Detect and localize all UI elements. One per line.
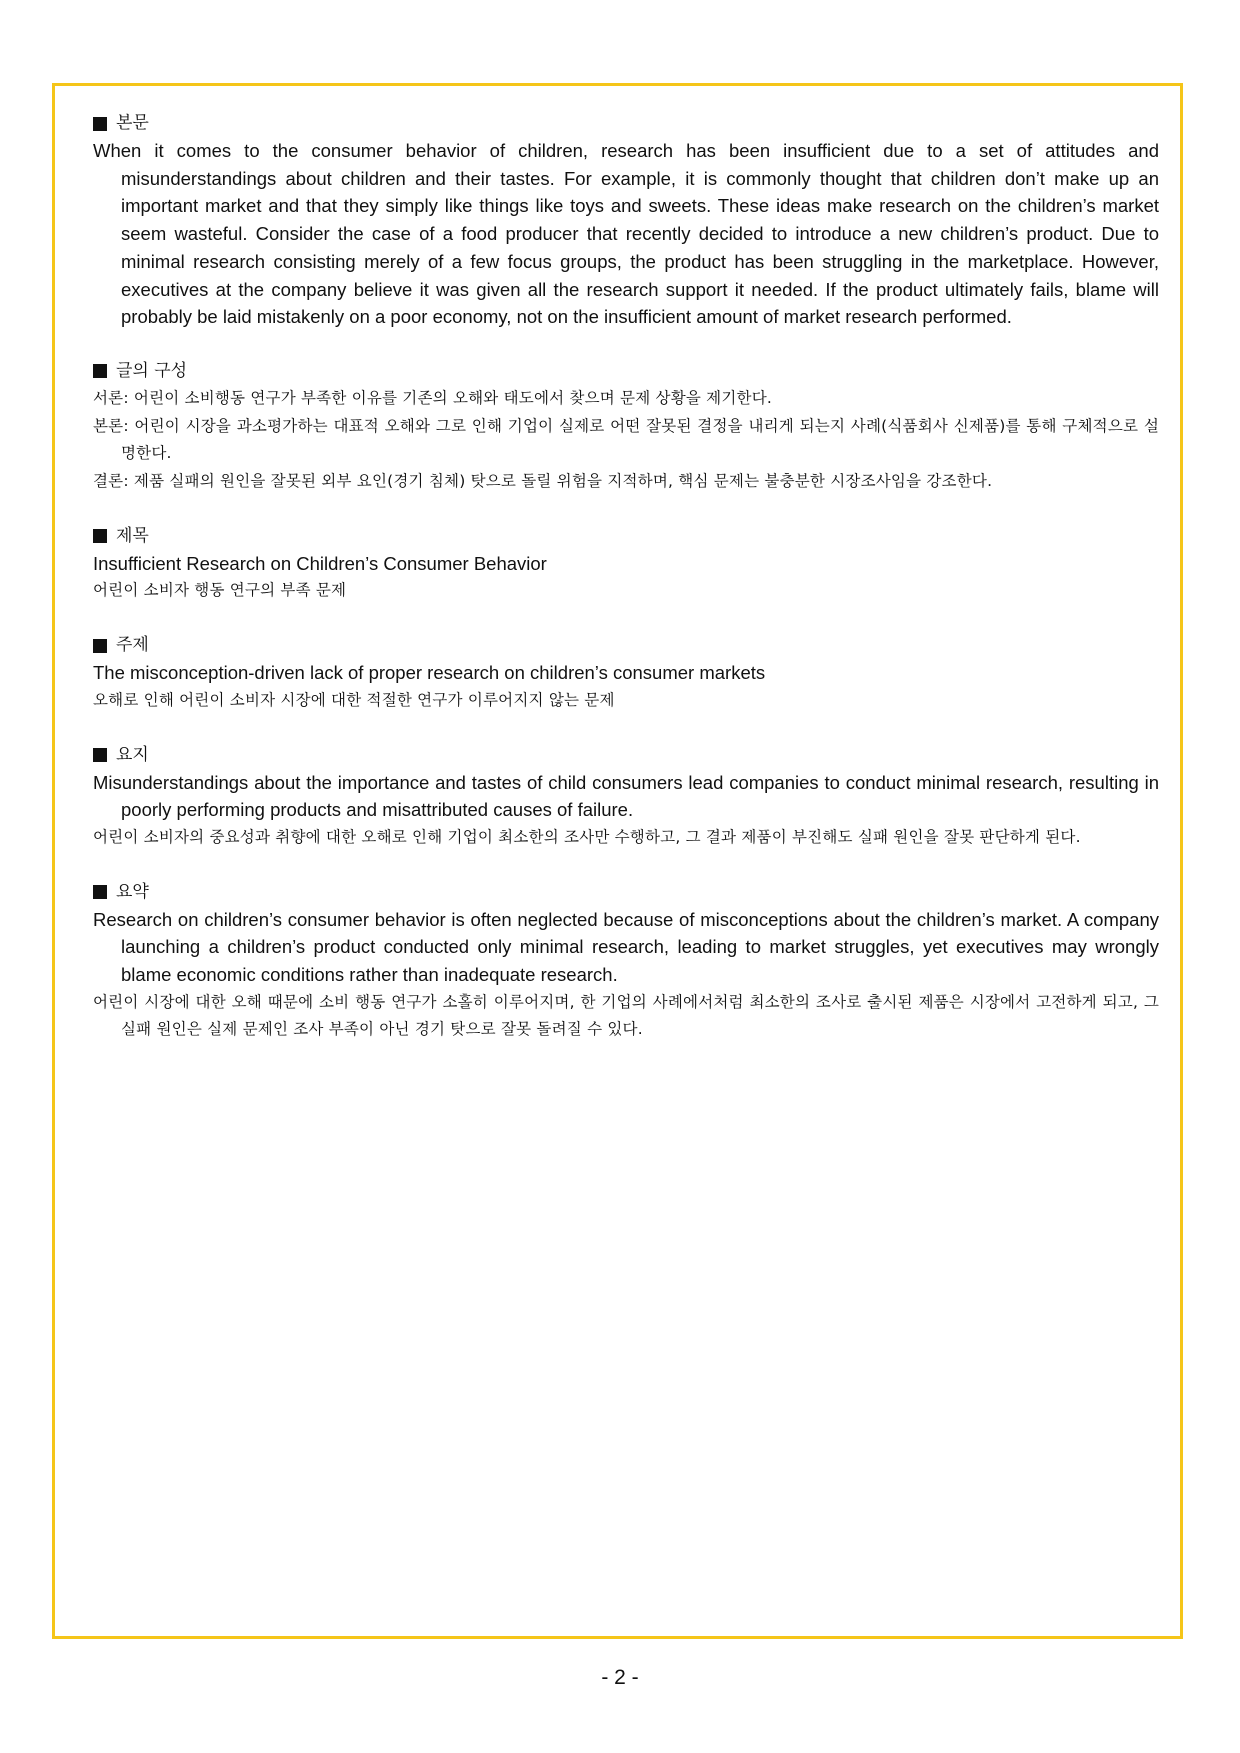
structure-main: 본론: 어린이 시장을 과소평가하는 대표적 오해와 그로 인해 기업이 실제로 어떤 잘못된 결정을 내리게 되는지 사례(식품회사 신제품)를 통해 구체적으로 설명한다. [93, 416, 1159, 463]
section-heading [93, 742, 1159, 769]
document-content [93, 110, 1159, 1071]
black-square-icon [93, 364, 107, 378]
section-heading [93, 879, 1159, 906]
topic-english: The misconception-driven lack of proper research on children’s consumer markets [93, 662, 766, 684]
heading-label: 글의 구성 [116, 360, 188, 381]
gist-english: Misunderstandings about the importance and tastes of child consumers lead companies to conduct minimal research, resulting in poorly performing products and misattributed causes of failure. [93, 771, 1159, 821]
black-square-icon [93, 885, 107, 899]
topic-korean: 오해로 인해 어린이 소비자 시장에 대한 적절한 연구가 이루어지지 않는 문제 [93, 690, 615, 709]
title-english: Insufficient Research on Children’s Consumer Behavior [93, 552, 547, 574]
section-topic [93, 632, 1159, 714]
section-title [93, 523, 1159, 605]
section-gist [93, 742, 1159, 852]
black-square-icon [93, 529, 107, 543]
section-summary [93, 879, 1159, 1045]
summary-english: Research on children’s consumer behavior is often neglected because of misconceptions about the children’s market. A company launching a children’s product conducted only minimal research, leading to market struggles, yet executives may wrongly blame economic conditions rather than inadequate research. [93, 908, 1159, 986]
section-heading [93, 358, 1159, 385]
black-square-icon [93, 639, 107, 653]
heading-label: 본문 [116, 113, 149, 133]
heading-label: 제목 [116, 525, 149, 546]
heading-label: 요지 [116, 744, 149, 765]
section-heading [93, 632, 1159, 659]
page-number: - 2 - [601, 1666, 639, 1689]
structure-conclusion: 결론: 제품 실패의 원인을 잘못된 외부 요인(경기 침체) 탓으로 돌릴 위험을 지적하며, 핵심 문제는 불충분한 시장조사임을 강조한다. [93, 472, 993, 491]
section-heading [93, 110, 1159, 137]
section-structure [93, 358, 1159, 496]
summary-korean: 어린이 시장에 대한 오해 때문에 소비 행동 연구가 소홀히 이루어지며, 한 기업의 사례에서처럼 최소한의 조사로 출시된 제품은 시장에서 고전하게 되고, 그 실패 원인은 실제 문제인 조사 부족이 아닌 경기 탓으로 잘못 돌려질 수 있다. [93, 992, 1159, 1039]
section-body [93, 110, 1159, 331]
body-text: When it comes to the consumer behavior of children, research has been insufficient due to a set of attitudes and misunderstandings about children and their tastes. For example, it is commonly thought that children don’t make up an important market and that they simply like things like toys and sweets. These ideas make research on the children’s market seem wasteful. Consider the case of a food producer that recently decided to introduce a new children’s product. Due to minimal research consisting merely of a few focus groups, the product has been struggling in the marketplace. However, executives at the company believe it was given all the research support it needed. If the product ultimately fails, blame will probably be laid mistakenly on a poor economy, not on the insufficient amount of market research performed. [93, 140, 1159, 328]
title-korean: 어린이 소비자 행동 연구의 부족 문제 [93, 581, 347, 600]
section-heading [93, 523, 1159, 550]
black-square-icon [93, 117, 107, 131]
heading-label: 주제 [116, 635, 149, 656]
gist-korean: 어린이 소비자의 중요성과 취향에 대한 오해로 인해 기업이 최소한의 조사만 수행하고, 그 결과 제품이 부진해도 실패 원인을 잘못 판단하게 된다. [93, 827, 1081, 846]
heading-label: 요약 [116, 881, 149, 902]
structure-intro: 서론: 어린이 소비행동 연구가 부족한 이유를 기존의 오해와 태도에서 찾으며 문제 상황을 제기한다. [93, 388, 772, 407]
black-square-icon [93, 748, 107, 762]
